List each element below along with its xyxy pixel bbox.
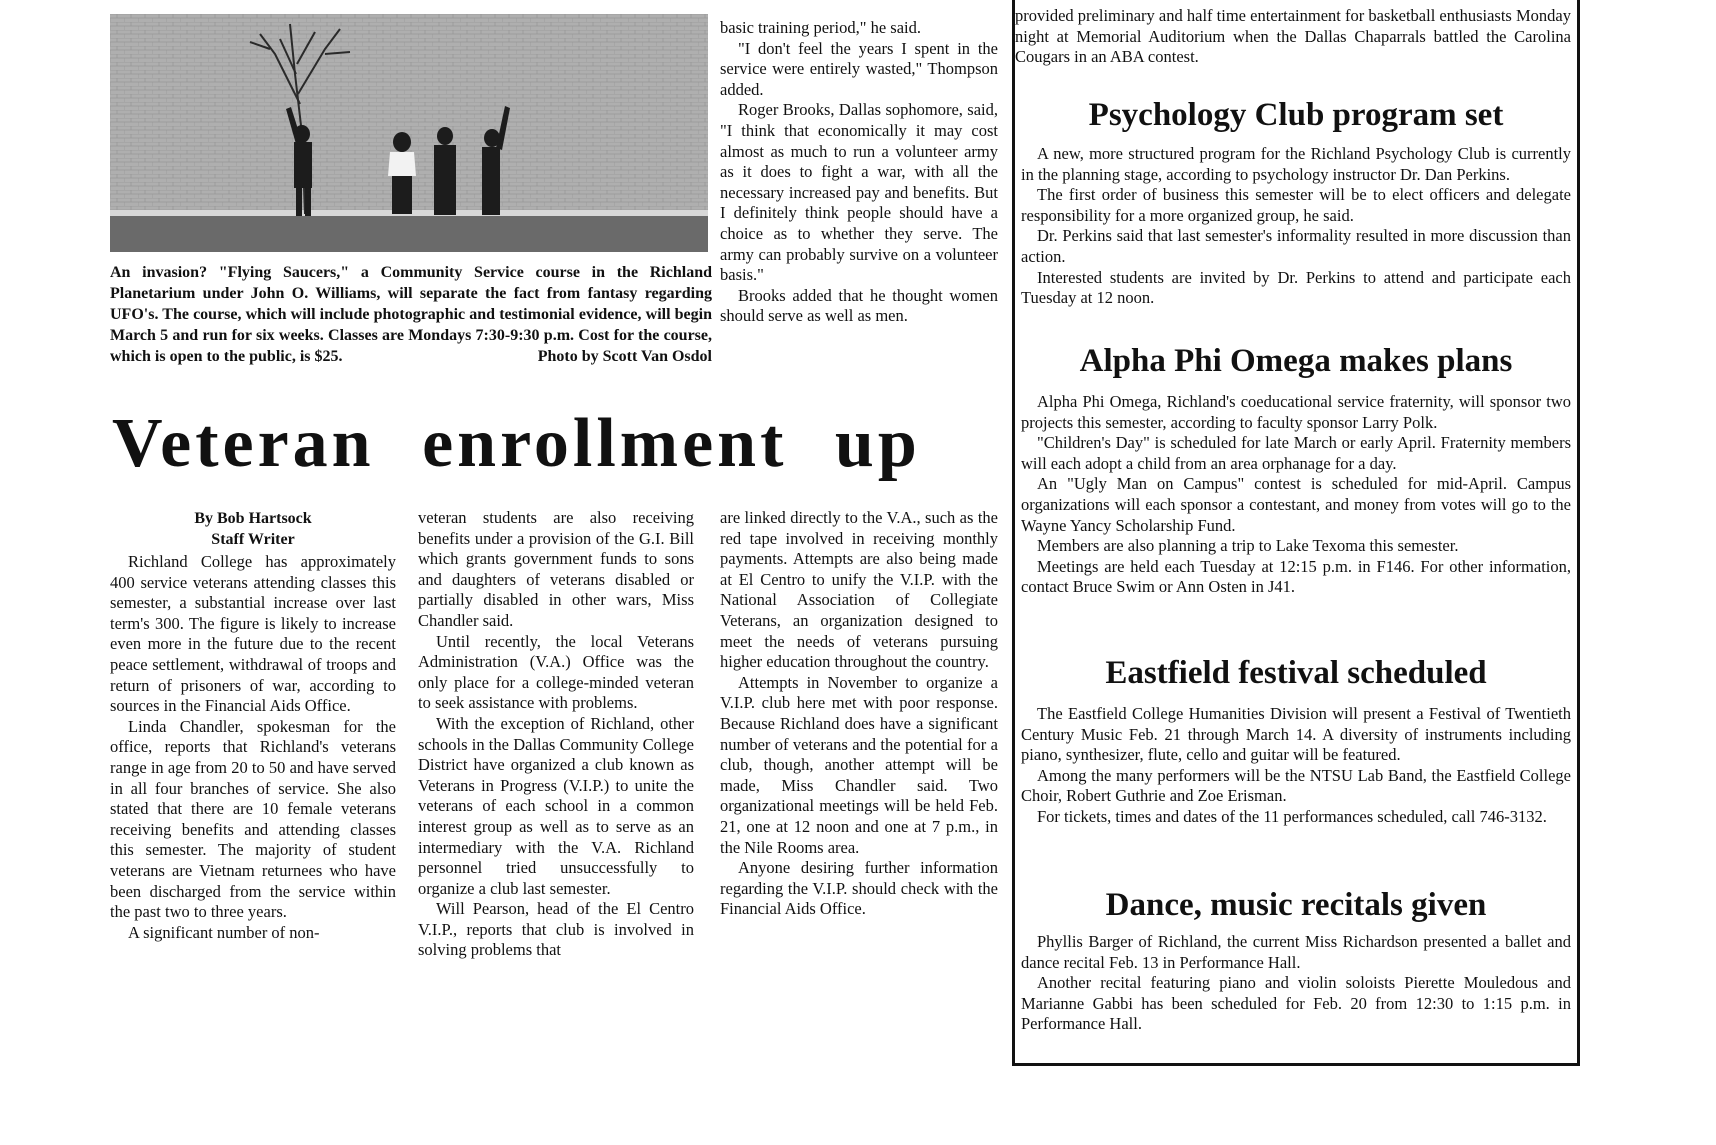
- prev-story-paragraph: Brooks added that he thought women should serve as well as men.: [720, 285, 998, 326]
- brief-paragraph: "Children's Day" is scheduled for late March or early April. Fraternity members will each adopt a child from an area orphanage for a day.: [1021, 433, 1571, 473]
- ufo-photo-image: [110, 14, 708, 252]
- article-paragraph: Until recently, the local Veterans Administration (V.A.) Office was the only place for a college-minded veteran to seek assistance with problems.: [418, 631, 694, 713]
- byline-name: By Bob Hartsock: [194, 510, 312, 527]
- brief-paragraph: Phyllis Barger of Richland, the current Miss Richardson presented a ballet and dance recital Feb. 13 in Performance Hall.: [1021, 932, 1571, 972]
- prev-story-paragraph: basic training period," he said.: [720, 18, 922, 37]
- article-paragraph: With the exception of Richland, other schools in the Dallas Community College District have organized a club known as Veterans in Progress (V.I.P.) to unite the veterans of each school in a common interest group as well as to serve as an intermediary with the V.A. Richland personnel tried unsuccessfully to organize a club last semester.: [418, 713, 694, 898]
- brief-paragraph: Members are also planning a trip to Lake Texoma this semester.: [1037, 536, 1459, 556]
- prev-story-paragraph: Roger Brooks, Dallas sophomore, said, "I think that economically it may cost almost as much to run a volunteer army as it does to fight a war, with all the necessary increased pay and benefits. But I definitely think people should have a choice as to whether they serve. The army can probably survive on a volunteer basis.": [720, 100, 998, 285]
- psych-club-story: [1021, 96, 1571, 309]
- article-paragraph: Richland College has approximately 400 service veterans attending classes this semester, a substantial increase over last term's 300. The figure is likely to increase even more in the future due to the recent peace settlement, withdrawal of troops and return of prisoners of war, according to sources in the Financial Aids Office.: [110, 552, 396, 716]
- brief-paragraph: A new, more structured program for the Richland Psychology Club is currently in the planning stage, according to psychology instructor Dr. Dan Perkins.: [1021, 144, 1571, 184]
- brief-paragraph: An "Ugly Man on Campus" contest is scheduled for mid-April. Campus organizations will each sponsor a contestant, and money from votes will go to the Wayne Yancy Scholarship Fund.: [1021, 474, 1571, 535]
- brief-paragraph: Another recital featuring piano and violin soloists Pierette Mouledous and Marianne Gabbi has been scheduled for Feb. 20 from 12:30 to 1:15 p.m. in Performance Hall.: [1021, 973, 1571, 1034]
- apo-headline: Alpha Phi Omega makes plans: [1079, 343, 1513, 379]
- article-column-2: [418, 508, 694, 961]
- article-paragraph: Attempts in November to organize a V.I.P. club here met with poor response. Because Richland does have a significant number of veterans and the potential for a club, though, another attempt will be made, Miss Chandler said. Two organizational meetings will be held Feb. 21, one at 12 noon and one at 7 p.m., in the Nile Rooms area.: [720, 672, 998, 857]
- apo-story: [1021, 342, 1571, 598]
- article-paragraph: Linda Chandler, spokesman for the office, reports that Richland's veterans range in age from 20 to 50 and have served in all four branches of service. She also stated that there are 10 female veterans receiving benefits and attending classes this semester. The majority of student veterans are Vietnam returnees who have been discharged from the service within the past two to three years.: [110, 716, 396, 922]
- psych-club-headline: Psychology Club program set: [1088, 97, 1504, 133]
- recitals-headline: Dance, music recitals given: [1105, 887, 1487, 923]
- article-paragraph: are linked directly to the V.A., such as the red tape involved in receiving monthly payments. Attempts are also being made at El Centro to unify the V.I.P. with the National Association of Collegiate Veterans, an organization designed to meet the needs of veterans pursuing higher education throughout the country.: [720, 508, 998, 672]
- brief-paragraph: Dr. Perkins said that last semester's informality resulted in more discussion than action.: [1021, 226, 1571, 266]
- brief-paragraph: Among the many performers will be the NTSU Lab Band, the Eastfield College Choir, Robert Guthrie and Zoe Erisman.: [1021, 765, 1571, 806]
- recitals-story: [1021, 886, 1571, 1035]
- prev-story-column: [720, 18, 998, 327]
- sidebar-intro-block: [1015, 6, 1571, 68]
- brief-paragraph: For tickets, times and dates of the 11 performances scheduled, call 746-3132.: [1037, 806, 1547, 826]
- prev-story-paragraph: "I don't feel the years I spent in the service were entirely wasted," Thompson added.: [720, 38, 998, 99]
- byline-title: Staff Writer: [211, 531, 295, 548]
- article-column-1: [110, 508, 396, 943]
- eastfield-story: [1021, 654, 1571, 828]
- article-paragraph: A significant number of non-: [128, 922, 320, 942]
- ufo-photo: [110, 14, 708, 252]
- brief-paragraph: The first order of business this semester will be to elect officers and delegate responsibility for a more organized group, he said.: [1021, 185, 1571, 225]
- article-paragraph: Anyone desiring further information regarding the V.I.P. should check with the Financial Aids Office.: [720, 858, 998, 919]
- sidebar-intro: provided preliminary and half time entertainment for basketball enthusiasts Monday night at Memorial Auditorium when the Dallas Chaparrals battled the Carolina Cougars in an ABA contest.: [1015, 6, 1571, 67]
- eastfield-headline: Eastfield festival scheduled: [1105, 655, 1487, 691]
- byline: [110, 508, 396, 550]
- article-paragraph: veteran students are also receiving benefits under a provision of the G.I. Bill which grants government funds to sons and daughters of veterans disabled or partially disabled in other wars, Miss Chandler said.: [418, 508, 694, 630]
- brief-paragraph: Interested students are invited by Dr. Perkins to attend and participate each Tuesday at 12 noon.: [1021, 267, 1571, 308]
- article-headline: Veteran enrollment up: [112, 405, 921, 482]
- photo-caption: An invasion? "Flying Saucers," a Community Service course in the Richland Planetarium under John O. Williams, will separate the fact from fantasy regarding UFO's. The course, which will include photographic and testimonial evidence, will begin March 5 and run for six weeks. Classes are Mondays 7:30-9:30 p.m. Cost for the course, which is open to the public, is $25.: [110, 264, 712, 365]
- brief-paragraph: The Eastfield College Humanities Division will present a Festival of Twentieth Century Music Feb. 21 through March 14. A diversity of instruments including piano, synthesizer, flute, cello and guitar will be featured.: [1021, 704, 1571, 765]
- brief-paragraph: Meetings are held each Tuesday at 12:15 p.m. in F146. For other information, contact Bruce Swim or Ann Osten in J41.: [1021, 556, 1571, 597]
- news-briefs-box: [1012, 0, 1580, 1066]
- article-paragraph: Will Pearson, head of the El Centro V.I.P., reports that club is involved in solving problems that: [418, 899, 694, 960]
- photo-caption-block: [110, 262, 712, 367]
- brief-paragraph: Alpha Phi Omega, Richland's coeducational service fraternity, will sponsor two projects this semester, according to faculty sponsor Larry Polk.: [1021, 392, 1571, 432]
- photo-credit: Photo by Scott Van Osdol: [537, 348, 712, 365]
- article-column-3: [720, 508, 998, 920]
